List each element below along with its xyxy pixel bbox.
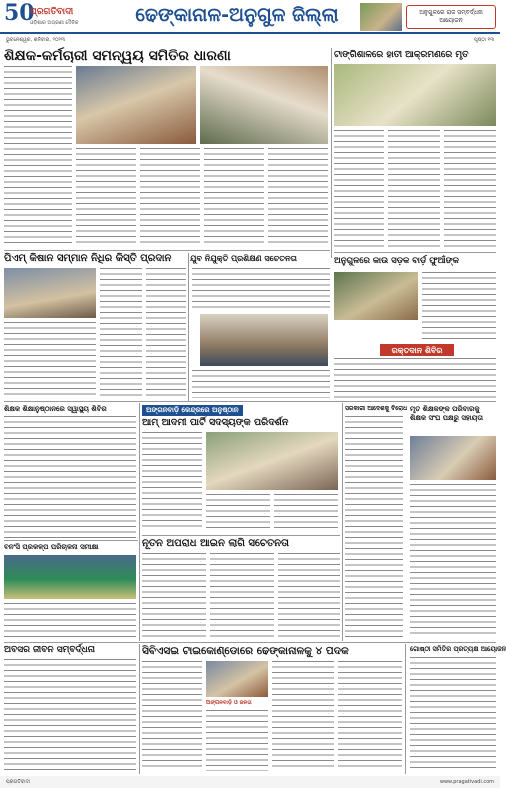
article-body (76, 148, 136, 246)
article-body (388, 130, 440, 248)
headline-a5[interactable]: ଅନୁଗୁଳରେ କାଉ ସଡ଼କ ବାର୍ଡ଼ ଫୁଆଁଙ୍କ (334, 256, 459, 266)
column-rule (139, 403, 140, 641)
headline-a7[interactable]: ଆମ୍ ଆଦମୀ ପାର୍ଟି ସଦସ୍ୟଙ୍କ ପରିଦର୍ଶନ (142, 417, 289, 428)
column-rule (139, 644, 140, 774)
column-rule (342, 403, 343, 641)
article-body (334, 130, 384, 248)
article-body (192, 268, 330, 310)
article-body (4, 66, 72, 246)
section-rule (4, 540, 138, 541)
article-photo (334, 272, 418, 320)
kicker-label: ଅଙ୍ଗନବାଡ଼ି କେନ୍ଦ୍ରରେ ଅନୁଷ୍ଠାନ (142, 405, 243, 416)
footer (0, 776, 500, 788)
article-body (334, 358, 496, 398)
article-photo (4, 268, 96, 318)
section-rule (4, 250, 330, 251)
article-body (268, 148, 328, 246)
page-title: ଢେଙ୍କାନାଳ-ଅନୁଗୁଳ ଜିଲ୍ଲା (135, 4, 339, 26)
section-rule (334, 252, 496, 253)
headline-a9[interactable]: ମୃତ ଶିକ୍ଷକଙ୍କ ପରିବାରକୁ ଶିକ୍ଷକ ସଂଘ ପକ୍ଷରୁ ସହାୟତା (410, 405, 483, 422)
column-rule (331, 48, 332, 258)
article-photo (200, 66, 328, 144)
article-body (274, 494, 338, 532)
headline-a14[interactable]: ଗୋଷ୍ଠୀ ସମିତିର ପ୍ରତ୍ୟକ୍ଷ ଆୟୋଜନ (410, 645, 506, 653)
blood-donation-label: ରକ୍ତଦାନ ଶିବିର (380, 344, 454, 356)
headline-a11[interactable]: ନୂତନ ଅପରାଧ ଆଇନ ଲାଗି ସଚେତନତା (142, 538, 289, 549)
logo-subtitle: ଓଡ଼ିଶାର ଅଗ୍ରଣୀ ଦୈନିକ (30, 20, 79, 26)
article-body (142, 661, 202, 771)
article-body (444, 130, 496, 248)
logo-name: ପ୍ରଗତିବାଦୀ (30, 7, 74, 17)
column-rule (405, 644, 406, 774)
article-body (410, 484, 496, 638)
masthead-promo[interactable]: ଅନୁଗୁଳରେ ରାଜ ସମ୍ବର୍ଦ୍ଧନା ଆୟୋଜନ (406, 5, 496, 29)
article-photo (4, 555, 136, 599)
issue-date: ଭୁବନେଶ୍ୱର, ଶନିବାର, ୨୦୨୩ (6, 37, 65, 43)
photo-caption: ଅଙ୍ଗନବାଡ଼ି ଓ ଜନତା (206, 700, 252, 706)
masthead (0, 0, 500, 34)
article-body (4, 416, 136, 538)
logo-number: 50 (4, 0, 35, 26)
article-body (4, 659, 136, 771)
article-body (206, 710, 268, 771)
article-body (410, 657, 496, 771)
article-photo (206, 432, 338, 490)
section-rule (4, 642, 496, 643)
article-photo (206, 661, 268, 697)
headline-a6[interactable]: ଶିକ୍ଷକ ଶିକ୍ଷାନୁଷ୍ଠାନରେ ସ୍ୱାସ୍ଥ୍ୟ ଶିବିର (4, 405, 107, 413)
article-body (210, 553, 274, 639)
headline-a1[interactable]: ଶିକ୍ଷକ-କର୍ମଚାରୀ ସମନ୍ୱୟ ସମିତିର ଧାରଣା (4, 48, 231, 64)
headline-a3[interactable]: ପିଏମ୍ କିଷାନ ସମ୍ମାନ ନିଧିର କିସ୍ତି ପ୍ରଦାନ (4, 253, 172, 264)
article-body (192, 370, 330, 398)
article-photo (76, 66, 196, 144)
logo[interactable] (4, 2, 100, 32)
article-body (142, 553, 206, 639)
article-body (204, 148, 264, 246)
column-rule (188, 253, 189, 401)
headline-a13[interactable]: ସିବିଏସଇ ଟାଇକୋଣ୍ଡୋରେ ଢେଙ୍କାନାଳକୁ ୪ ପଦକ (142, 645, 349, 657)
article-body (142, 432, 202, 530)
headline-a10[interactable]: ବନଂସି ପ୍ରକଳ୍ପ ପରିଚାଳନା ସମୀକ୍ଷା (4, 543, 99, 551)
page-number: ପୃଷ୍ଠା ୧୩ (473, 37, 494, 43)
headline-a4[interactable]: ଯୁବ ନିଯୁକ୍ତି ପ୍ରଶିକ୍ଷଣ ସଚେତନତା (190, 254, 297, 263)
dateline (0, 36, 500, 46)
headline-a12[interactable]: ଅବସର ଜୀବନ ସମ୍ବର୍ଦ୍ଧନା (4, 645, 95, 655)
footer-url[interactable]: www.pragativadi.com (439, 779, 494, 785)
article-body (272, 661, 334, 771)
article-body (100, 268, 142, 398)
article-photo (410, 436, 496, 480)
article-body (206, 494, 270, 532)
article-body (338, 661, 402, 771)
article-body (4, 603, 136, 639)
section-rule (142, 535, 340, 536)
article-body (146, 268, 186, 398)
article-body (422, 272, 496, 340)
headline-a2[interactable]: ଟାଙ୍ଗିଶାଳରେ ହାତୀ ଆକ୍ରମଣରେ ମୃତ (334, 50, 469, 60)
article-photo (200, 314, 328, 366)
article-body (278, 553, 340, 639)
article-body (4, 322, 96, 398)
section-rule (4, 401, 496, 402)
masthead-photo (360, 3, 402, 31)
article-photo (334, 64, 496, 126)
article-body (345, 416, 403, 638)
footer-brand: ପ୍ରଗତିବାଦୀ (6, 779, 31, 785)
article-body (140, 148, 200, 246)
headline-a8[interactable]: ସରକାରୀ ଆଦେଶକୁ ବିରୋଧ (345, 405, 408, 412)
